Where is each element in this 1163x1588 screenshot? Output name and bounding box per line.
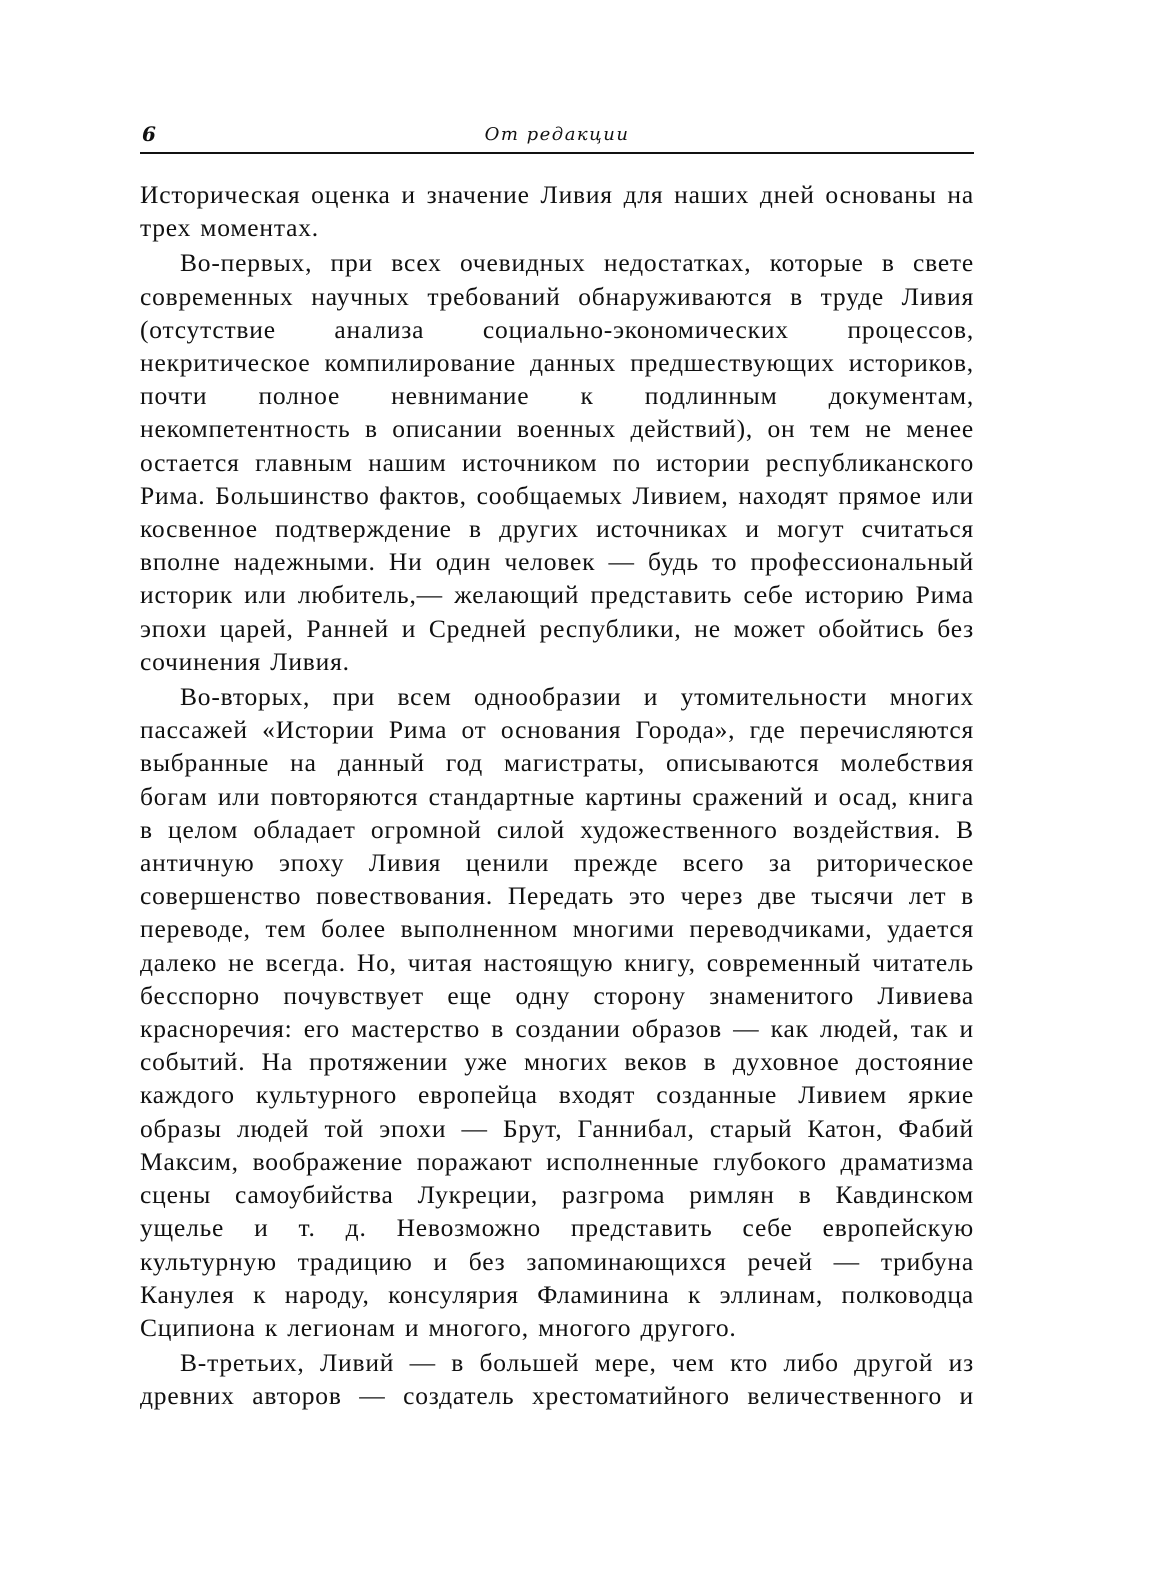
page-number: 6: [142, 122, 156, 146]
book-page: [140, 118, 974, 1413]
section-title: От редакции: [484, 124, 630, 145]
paragraph-intro: Историческая оценка и значение Ливия для наших дней основаны на трех моментах.: [140, 180, 974, 243]
paragraph-second-point: Во-вторых, при всем однообразии и утомительности многих пассажей «Истории Рима от основания Города», где перечисляются выбранные на данный год магистраты, описываются молебствия богам или повторяются стандартные картины сражений и осад, книга в целом обладает огромной силой художественного воздействия. В античную эпоху Ливия ценили прежде всего за риторическое совершенство повествования. Передать это через две тысячи лет в переводе, тем более выполненном многими переводчиками, удается далеко не всегда. Но, читая настоящую книгу, современный читатель бесспорно почувствует еще одну сторону знаменитого Ливиева красноречия: его мастерство в создании образов — как людей, так и событий. На протяжении уже многих веков в духовное достояние каждого культурного европейца входят созданные Ливием яркие образы людей той эпохи — Брут, Ганнибал, старый Катон, Фабий Максим, воображение поражают исполненные глубокого драматизма сцены самоубийства Лукреции, разгрома римлян в Кавдинском ущелье и т. д. Невозможно представить себе европейскую культурную традицию и без запоминающихся речей — трибуна Канулея к народу, консулярия Фламинина к эллинам, полководца Сципиона к легионам и многого, многого другого.: [140, 682, 974, 1342]
running-head: [140, 118, 974, 154]
body-text: [140, 178, 974, 1413]
paragraph-third-point: В-третьих, Ливий — в большей мере, чем кто либо другой из древних авторов — создатель хрестоматийного величественного и: [140, 1348, 974, 1411]
paragraph-first-point: Во-первых, при всех очевидных недостатках, которые в свете современных научных требований обнаруживаются в труде Ливия (отсутствие анализа социально-экономических процессов, некритическое компилирование данных предшествующих историков, почти полное невнимание к подлинным документам, некомпетентность в описании военных действий), он тем не менее остается главным нашим источником по истории республиканского Рима. Большинство фактов, сообщаемых Ливием, находят прямое или косвенное подтверждение в других источниках и могут считаться вполне надежными. Ни один человек — будь то профессиональный историк или любитель,— желающий представить себе историю Рима эпохи царей, Ранней и Средней республики, не может обойтись без сочинения Ливия.: [140, 248, 974, 676]
